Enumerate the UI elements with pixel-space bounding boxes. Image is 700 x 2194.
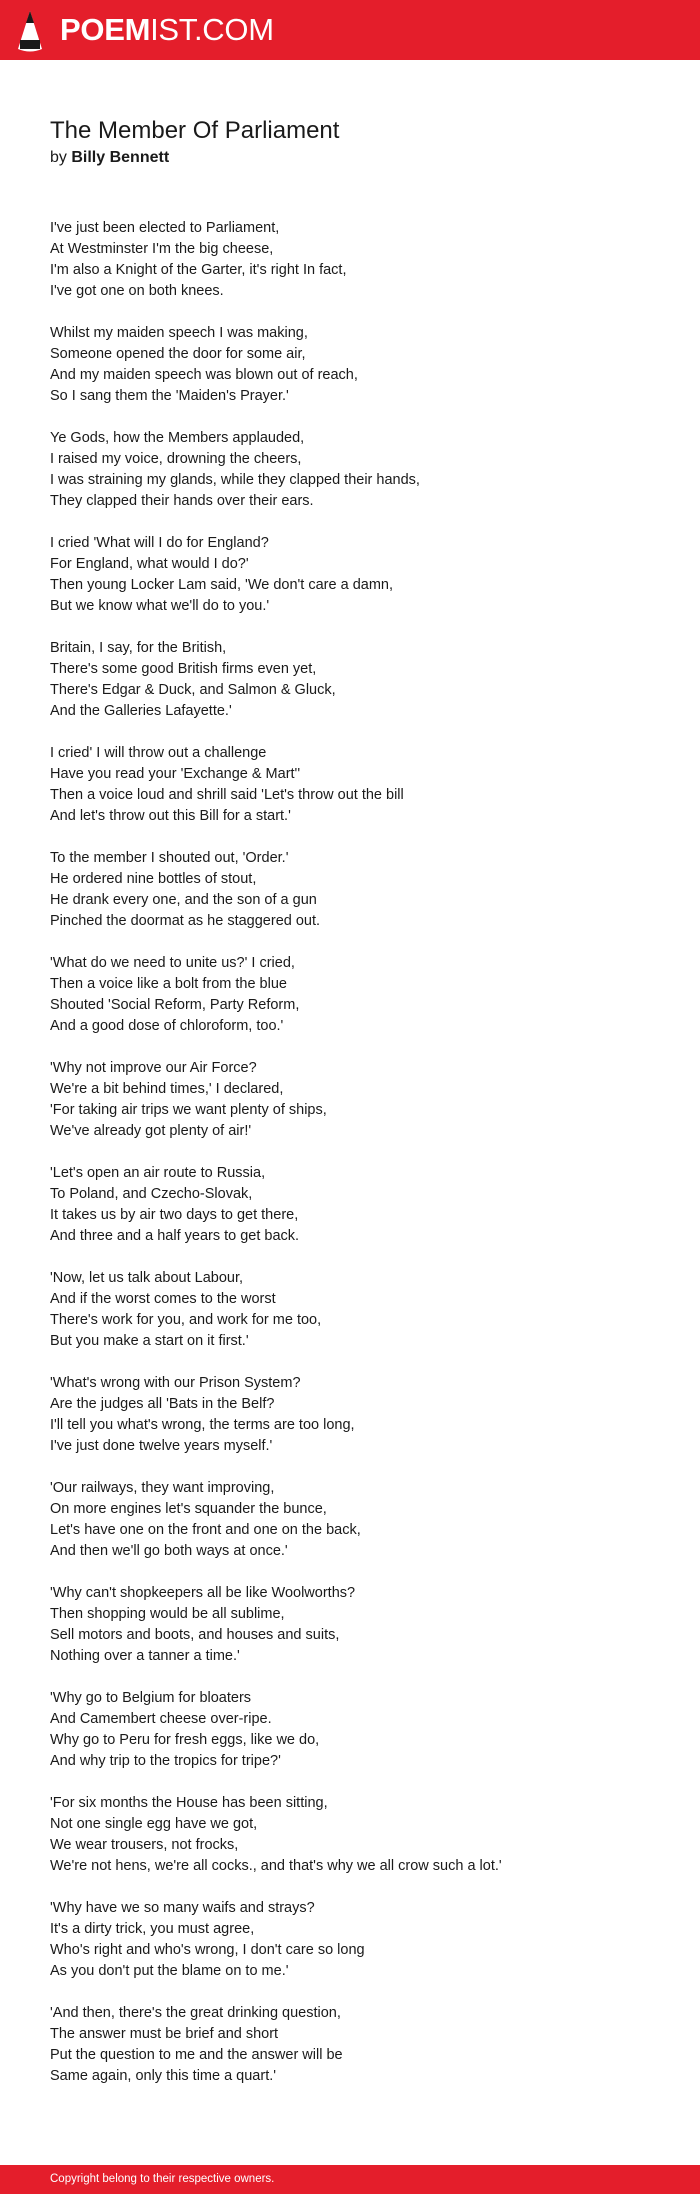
poem-author[interactable]: Billy Bennett — [71, 149, 170, 166]
poem-line: 'Our railways, they want improving, — [50, 1480, 275, 1496]
poem-stanza — [50, 1583, 670, 1667]
poem-line: And a good dose of chloroform, too.' — [50, 1018, 284, 1034]
poem-stanza — [50, 848, 670, 932]
poem-line: It's a dirty trick, you must agree, — [50, 1921, 255, 1937]
poem-line: 'Why not improve our Air Force? — [50, 1060, 257, 1076]
poem-line: Not one single egg have we got, — [50, 1816, 258, 1832]
poem-stanza — [50, 743, 670, 827]
poem-line: 'Now, let us talk about Labour, — [50, 1270, 244, 1286]
poem-line: Then young Locker Lam said, 'We don't care a damn, — [50, 577, 393, 593]
poem-stanza — [50, 1898, 670, 1982]
poem-stanza — [50, 1688, 670, 1772]
poem-stanza — [50, 1478, 670, 1562]
poem-stanza — [50, 638, 670, 722]
poem-line: But we know what we'll do to you.' — [50, 598, 270, 614]
poem-line: Who's right and who's wrong, I don't care so long — [50, 1942, 365, 1958]
poem-line: Britain, I say, for the British, — [50, 640, 227, 656]
poem-line: Shouted 'Social Reform, Party Reform, — [50, 997, 300, 1013]
poem-stanza — [50, 1058, 670, 1142]
poem-line: Put the question to me and the answer will be — [50, 2047, 343, 2063]
poem-line: There's some good British firms even yet, — [50, 661, 317, 677]
poem-line: 'For taking air trips we want plenty of ships, — [50, 1102, 327, 1118]
poem-line: For England, what would I do?' — [50, 556, 249, 572]
logo-text-light: IST.COM — [150, 12, 274, 47]
poem-line: 'And then, there's the great drinking question, — [50, 2005, 341, 2021]
poem-line: 'What do we need to unite us?' I cried, — [50, 955, 295, 971]
poem-line: 'Let's open an air route to Russia, — [50, 1165, 266, 1181]
copyright-notice: Copyright belong to their respective owners. — [50, 2173, 275, 2185]
poem-line: The answer must be brief and short — [50, 2026, 279, 2042]
poem-line: As you don't put the blame on to me.' — [50, 1963, 289, 1979]
poem-stanza — [50, 533, 670, 617]
poem-byline — [50, 148, 169, 168]
poem-line: But you make a start on it first.' — [50, 1333, 249, 1349]
poem-line: Same again, only this time a quart.' — [50, 2068, 277, 2084]
poem-line: So I sang them the 'Maiden's Prayer.' — [50, 388, 289, 404]
poem-stanza — [50, 953, 670, 1037]
poem-stanza — [50, 1373, 670, 1457]
poem-line: And why trip to the tropics for tripe?' — [50, 1753, 281, 1769]
poem-line: 'Why go to Belgium for bloaters — [50, 1690, 252, 1706]
poem-line: And if the worst comes to the worst — [50, 1291, 276, 1307]
poem-line: He drank every one, and the son of a gun — [50, 892, 317, 908]
poem-line: I'm also a Knight of the Garter, it's right In fact, — [50, 262, 347, 278]
site-logo[interactable] — [60, 13, 274, 47]
poem-line: Why go to Peru for fresh eggs, like we do, — [50, 1732, 320, 1748]
poem-line: I cried 'What will I do for England? — [50, 535, 269, 551]
poem-line: Someone opened the door for some air, — [50, 346, 306, 362]
by-label: by — [50, 149, 67, 166]
poem-line: And three and a half years to get back. — [50, 1228, 300, 1244]
poem-line: 'Why can't shopkeepers all be like Woolworths? — [50, 1585, 356, 1601]
site-footer — [0, 2165, 700, 2194]
poem-line: Pinched the doormat as he staggered out. — [50, 913, 321, 929]
poem-stanza — [50, 1793, 670, 1877]
poem-line: Let's have one on the front and one on the back, — [50, 1522, 361, 1538]
poem-line: At Westminster I'm the big cheese, — [50, 241, 274, 257]
poem-line: Then shopping would be all sublime, — [50, 1606, 285, 1622]
poem-line: And then we'll go both ways at once.' — [50, 1543, 288, 1559]
poem-line: Ye Gods, how the Members applauded, — [50, 430, 305, 446]
poem-line: Are the judges all 'Bats in the Belf? — [50, 1396, 275, 1412]
poem-line: There's work for you, and work for me too, — [50, 1312, 322, 1328]
poem-line: Whilst my maiden speech I was making, — [50, 325, 308, 341]
poem-line: To Poland, and Czecho-Slovak, — [50, 1186, 253, 1202]
poem-line: I raised my voice, drowning the cheers, — [50, 451, 302, 467]
poem-line: To the member I shouted out, 'Order.' — [50, 850, 289, 866]
poem-stanza — [50, 2003, 670, 2087]
poem-stanza — [50, 218, 670, 302]
poem-stanza — [50, 428, 670, 512]
poem-stanza — [50, 323, 670, 407]
poem-line: He ordered nine bottles of stout, — [50, 871, 257, 887]
poem-line: I'll tell you what's wrong, the terms are too long, — [50, 1417, 355, 1433]
poem-stanza — [50, 1268, 670, 1352]
poem-line: I cried' I will throw out a challenge — [50, 745, 267, 761]
poem-line: Then a voice loud and shrill said 'Let's throw out the bill — [50, 787, 404, 803]
poem-line: Have you read your 'Exchange & Mart'' — [50, 766, 301, 782]
poem-body — [50, 218, 670, 2108]
site-header — [0, 0, 700, 60]
poem-line: It takes us by air two days to get there, — [50, 1207, 299, 1223]
poem-line: We're not hens, we're all cocks., and that's why we all crow such a lot.' — [50, 1858, 502, 1874]
poem-line: Nothing over a tanner a time.' — [50, 1648, 240, 1664]
poem-line: 'What's wrong with our Prison System? — [50, 1375, 301, 1391]
poem-line: I've got one on both knees. — [50, 283, 224, 299]
poem-line: We've already got plenty of air!' — [50, 1123, 252, 1139]
poem-line: And Camembert cheese over-ripe. — [50, 1711, 272, 1727]
poem-stanza — [50, 1163, 670, 1247]
poem-line: I've just been elected to Parliament, — [50, 220, 280, 236]
poem-line: 'Why have we so many waifs and strays? — [50, 1900, 315, 1916]
poem-line: We wear trousers, not frocks, — [50, 1837, 239, 1853]
logo-text-bold: POEM — [60, 12, 151, 47]
poem-line: Then a voice like a bolt from the blue — [50, 976, 287, 992]
poem-line: And let's throw out this Bill for a start.' — [50, 808, 291, 824]
poem-line: There's Edgar & Duck, and Salmon & Gluck, — [50, 682, 336, 698]
poem-line: I was straining my glands, while they clapped their hands, — [50, 472, 420, 488]
pencil-tip-icon[interactable] — [17, 10, 43, 52]
poem-line: 'For six months the House has been sitting, — [50, 1795, 328, 1811]
poem-line: On more engines let's squander the bunce, — [50, 1501, 327, 1517]
poem-line: Sell motors and boots, and houses and suits, — [50, 1627, 340, 1643]
poem-line: I've just done twelve years myself.' — [50, 1438, 273, 1454]
poem-title: The Member Of Parliament — [50, 117, 340, 144]
poem-line: They clapped their hands over their ears. — [50, 493, 314, 509]
poem-line: And the Galleries Lafayette.' — [50, 703, 232, 719]
poem-line: And my maiden speech was blown out of reach, — [50, 367, 358, 383]
poem-line: We're a bit behind times,' I declared, — [50, 1081, 284, 1097]
